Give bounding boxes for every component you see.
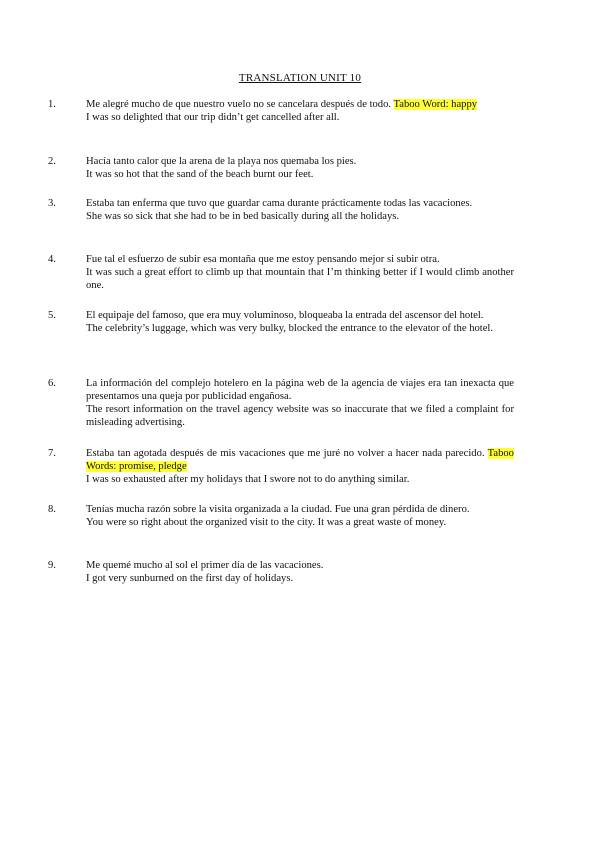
item-number: 1.	[48, 99, 56, 110]
english-translation: I got very sunburned on the first day of holidays.	[86, 573, 294, 584]
document-title: TRANSLATION UNIT 10	[238, 72, 362, 84]
spanish-sentence: Estaba tan enferma que tuvo que guardar cama durante prácticamente todas las vacaciones.	[86, 198, 473, 209]
list-item	[48, 98, 514, 124]
list-item	[48, 309, 514, 335]
item-number: 7.	[48, 448, 56, 459]
english-translation: The resort information on the travel agency website was so inaccurate that we filed a complaint for misleading advertising.	[86, 404, 514, 428]
english-translation: It was such a great effort to climb up that mountain that I’m thinking better if I would climb another one.	[86, 267, 514, 291]
list-item	[48, 447, 514, 486]
spanish-sentence: Estaba tan agotada después de mis vacaciones que me juré no volver a hacer nada parecido.	[86, 448, 485, 459]
spanish-sentence: Me quemé mucho al sol el primer día de las vacaciones.	[86, 560, 324, 571]
english-translation: You were so right about the organized visit to the city. It was a great waste of money.	[86, 517, 447, 528]
list-item	[48, 377, 514, 429]
taboo-highlight: Taboo Word: happy	[393, 99, 478, 110]
item-number: 9.	[48, 560, 56, 571]
list-item	[48, 155, 514, 181]
list-item	[48, 197, 514, 223]
item-number: 2.	[48, 156, 56, 167]
spanish-sentence: Me alegré mucho de que nuestro vuelo no se cancelara después de todo.	[86, 99, 392, 110]
english-translation: I was so exhausted after my holidays that I swore not to do anything similar.	[86, 474, 410, 485]
english-translation: I was so delighted that our trip didn’t get cancelled after all.	[86, 112, 340, 123]
english-translation: The celebrity’s luggage, which was very bulky, blocked the entrance to the elevator of the hotel.	[86, 323, 494, 334]
taboo-highlight: Taboo Words: promise, pledge	[86, 448, 514, 472]
item-number: 6.	[48, 378, 56, 389]
spanish-sentence: Hacía tanto calor que la arena de la playa nos quemaba los pies.	[86, 156, 357, 167]
spanish-sentence: La información del complejo hotelero en la página web de la agencia de viajes era tan inexacta que presentamos una queja por publicidad engañosa.	[86, 378, 514, 402]
spanish-sentence: Fue tal el esfuerzo de subir esa montaña que me estoy pensando mejor si subir otra.	[86, 254, 440, 265]
item-number: 5.	[48, 310, 56, 321]
list-item	[48, 253, 514, 292]
item-number: 4.	[48, 254, 56, 265]
item-number: 3.	[48, 198, 56, 209]
list-item	[48, 559, 514, 585]
spanish-sentence: El equipaje del famoso, que era muy voluminoso, bloqueaba la entrada del ascensor del hotel.	[86, 310, 484, 321]
list-item	[48, 503, 514, 529]
english-translation: She was so sick that she had to be in bed basically during all the holidays.	[86, 211, 400, 222]
english-translation: It was so hot that the sand of the beach burnt our feet.	[86, 169, 314, 180]
spanish-sentence: Tenías mucha razón sobre la visita organizada a la ciudad. Fue una gran pérdida de dinero.	[86, 504, 470, 515]
item-number: 8.	[48, 504, 56, 515]
